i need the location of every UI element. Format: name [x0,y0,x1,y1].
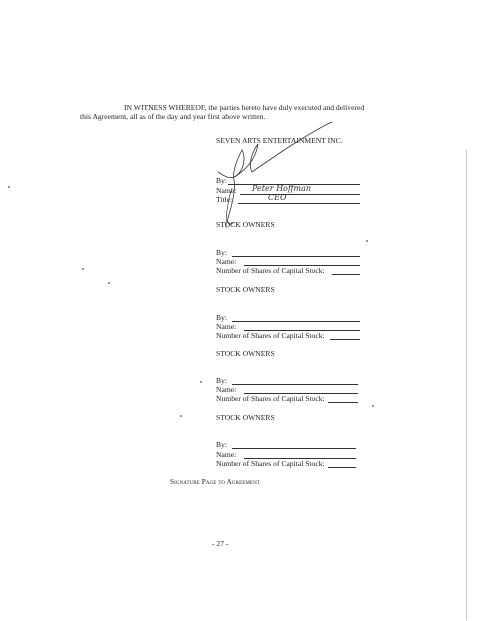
stock-shares-line-2 [330,339,360,340]
stock-shares-label-4: Number of Shares of Capital Stock: [216,459,325,468]
scan-speck [372,405,374,407]
stock-by-label-4: By: [216,440,227,449]
scan-speck [108,282,110,284]
signature-page-caption: Signature Page to Agreement [170,478,260,486]
company-by-label: By: [216,176,227,185]
stock-by-line-2 [232,321,360,322]
stock-by-label-2: By: [216,313,227,322]
scan-speck [366,240,368,242]
stock-by-line-4 [232,448,356,449]
scan-speck [8,186,10,188]
stock-shares-line-4 [328,467,356,468]
stock-by-label-1: By: [216,248,227,257]
company-name: SEVEN ARTS ENTERTAINMENT INC. [216,136,343,145]
stock-name-label-4: Name: [216,450,237,459]
scan-speck [82,268,84,270]
stock-by-line-1 [232,256,360,257]
company-title-label: Title: [216,195,233,204]
stock-owners-heading-3: STOCK OWNERS [216,349,275,358]
stock-name-label-1: Name: [216,257,237,266]
stock-shares-label-2: Number of Shares of Capital Stock: [216,331,325,340]
witness-line-1: IN WITNESS WHEREOF, the parties hereto have duly executed and delivered [124,103,365,112]
stock-name-label-2: Name: [216,322,237,331]
stock-by-label-3: By: [216,376,227,385]
stock-owners-heading-1: STOCK OWNERS [216,220,275,229]
scan-speck [200,381,202,383]
stock-owners-heading-2: STOCK OWNERS [216,285,275,294]
stock-by-line-3 [232,384,358,385]
stock-shares-line-3 [328,402,358,403]
scan-edge-line [466,150,467,620]
stock-shares-line-1 [332,274,360,275]
stock-shares-label-1: Number of Shares of Capital Stock: [216,266,325,275]
witness-line-2: this Agreement, all as of the day and year first above written. [80,112,266,121]
stock-name-label-3: Name: [216,385,237,394]
company-name-label: Name: [216,186,237,195]
scan-speck [180,415,182,417]
company-title-value: CEO [268,193,287,202]
page-number: - 27 - [212,539,229,548]
stock-shares-label-3: Number of Shares of Capital Stock: [216,394,325,403]
company-name-value: Peter Hoffman [252,184,312,193]
stock-owners-heading-4: STOCK OWNERS [216,413,275,422]
